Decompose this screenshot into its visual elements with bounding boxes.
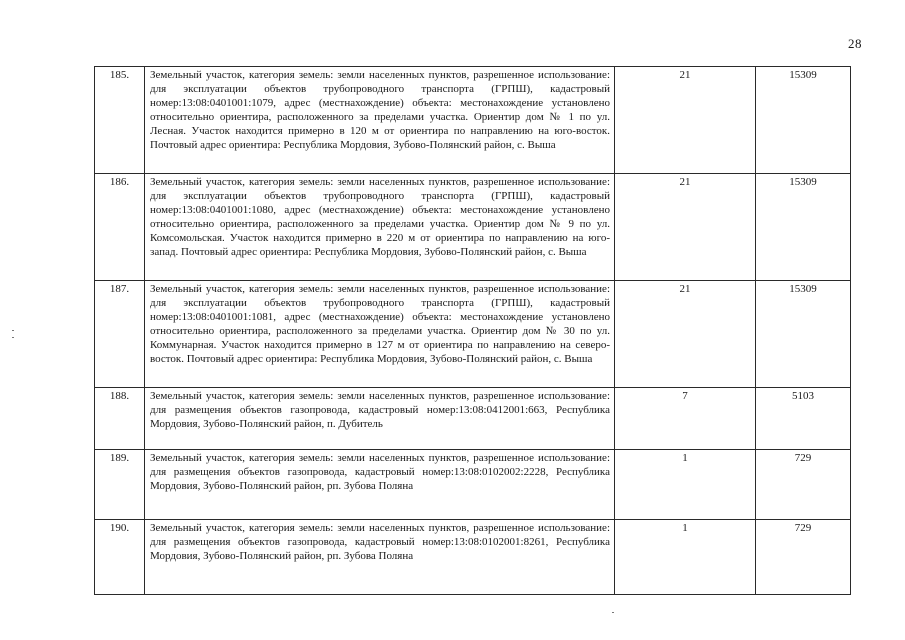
plot-value-a: 21 bbox=[615, 281, 756, 388]
plot-description: Земельный участок, категория земель: земли населенных пунктов, разрешенное использование: для размещения объектов газопровода, кадастровый номер:13:08:0102002:2228, Республика Мордовия, Зубово-Полянский район, рп. Зубова Поляна bbox=[145, 450, 615, 520]
scan-speck bbox=[612, 612, 614, 613]
plot-value-a: 1 bbox=[615, 450, 756, 520]
scan-speck bbox=[12, 330, 14, 331]
plot-description: Земельный участок, категория земель: земли населенных пунктов, разрешенное использование: для эксплуатации объектов трубопроводного транспорта (ГРПШ), кадастровый номер:13:08:0401001:1081, адрес (местнахождение) объекта: местонахождение установлено относительно ориентира, расположенного за пределами участка. Ориентир дом № 30 по ул. Коммунарная. Участок находится примерно в 127 м от ориентира по направлению на северо-восток. Почтовый адрес ориентира: Республика Мордовия, Зубово-Полянский район, с. Выша bbox=[145, 281, 615, 388]
plot-value-b: 729 bbox=[756, 520, 851, 595]
row-number: 189. bbox=[95, 450, 145, 520]
table-row bbox=[95, 520, 851, 595]
row-number: 186. bbox=[95, 174, 145, 281]
table-row bbox=[95, 174, 851, 281]
table-row bbox=[95, 67, 851, 174]
row-number: 190. bbox=[95, 520, 145, 595]
table-row bbox=[95, 450, 851, 520]
plot-description: Земельный участок, категория земель: земли населенных пунктов, разрешенное использование: для размещения объектов газопровода, кадастровый номер:13:08:0412001:663, Республика Мордовия, Зубово-Полянский район, п. Дубитель bbox=[145, 388, 615, 450]
plot-value-b: 15309 bbox=[756, 174, 851, 281]
plot-value-b: 729 bbox=[756, 450, 851, 520]
row-number: 188. bbox=[95, 388, 145, 450]
plot-value-a: 21 bbox=[615, 174, 756, 281]
row-number: 185. bbox=[95, 67, 145, 174]
row-number: 187. bbox=[95, 281, 145, 388]
land-plots-table bbox=[94, 66, 851, 595]
plot-value-a: 1 bbox=[615, 520, 756, 595]
plot-description: Земельный участок, категория земель: земли населенных пунктов, разрешенное использование: для эксплуатации объектов трубопроводного транспорта (ГРПШ), кадастровый номер:13:08:0401001:1079, адрес (местнахождение) объекта: местонахождение установлено относительно ориентира, расположенного за пределами участка. Ориентир дом № 1 по ул. Лесная. Участок находится примерно в 120 м от ориентира по направлению на юго-восток. Почтовый адрес ориентира: Республика Мордовия, Зубово-Полянский район, с. Выша bbox=[145, 67, 615, 174]
table-row bbox=[95, 281, 851, 388]
plot-description: Земельный участок, категория земель: земли населенных пунктов, разрешенное использование: для размещения объектов газопровода, кадастровый номер:13:08:0102001:8261, Республика Мордовия, Зубово-Полянский район, рп. Зубова Поляна bbox=[145, 520, 615, 595]
plot-value-b: 15309 bbox=[756, 67, 851, 174]
plot-value-b: 5103 bbox=[756, 388, 851, 450]
page-number: 28 bbox=[848, 36, 862, 51]
plot-value-b: 15309 bbox=[756, 281, 851, 388]
table-row bbox=[95, 388, 851, 450]
plot-description: Земельный участок, категория земель: земли населенных пунктов, разрешенное использование: для эксплуатации объектов трубопроводного транспорта (ГРПШ), кадастровый номер:13:08:0401001:1080, адрес (местнахождение) объекта: местонахождение установлено относительно ориентира, расположенного за пределами участка. Ориентир дом № 9 по ул. Комсомольская. Участок находится примерно в 220 м от ориентира по направлению на юго-запад. Почтовый адрес ориентира: Республика Мордовия, Зубово-Полянский район, с. Выша bbox=[145, 174, 615, 281]
plot-value-a: 21 bbox=[615, 67, 756, 174]
scan-speck bbox=[12, 337, 14, 338]
plot-value-a: 7 bbox=[615, 388, 756, 450]
